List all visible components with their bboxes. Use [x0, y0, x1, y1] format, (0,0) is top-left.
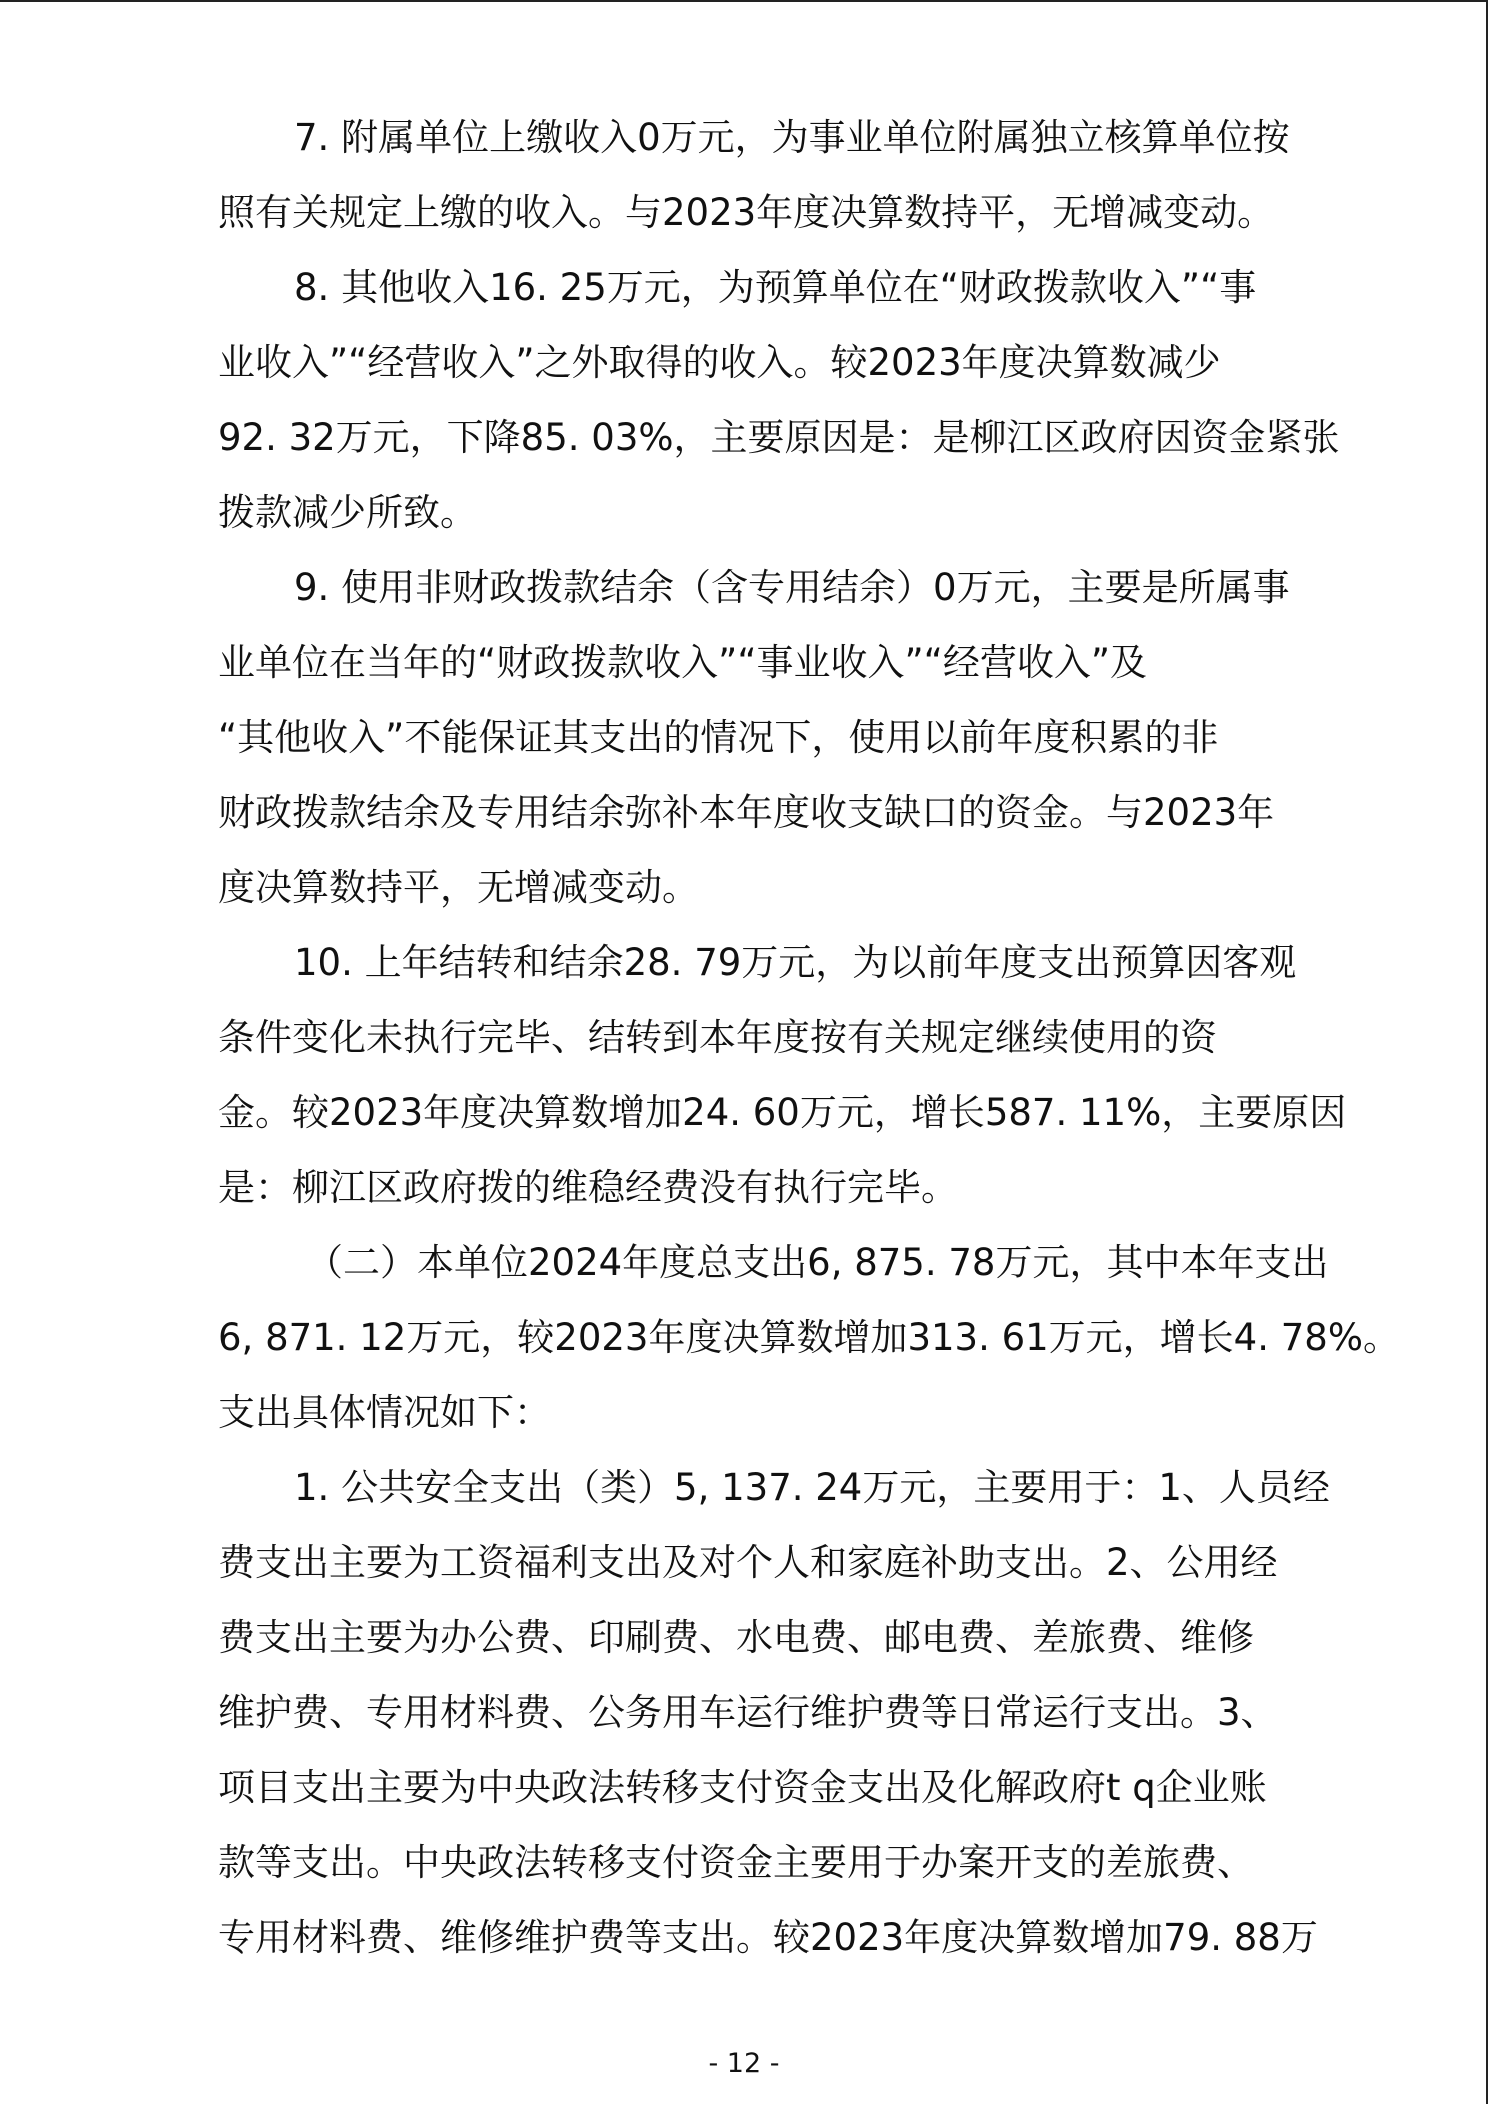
paragraph-line: 8. 其他收入16. 25万元，为预算单位在“财政拨款收入”“事: [294, 266, 1257, 309]
paragraph-line: 是：柳江区政府拨的维稳经费没有执行完毕。: [218, 1166, 958, 1209]
paragraph-line: 项目支出主要为中央政法转移支付资金支出及化解政府t q企业账: [218, 1766, 1267, 1809]
document-body: [218, 100, 1400, 1975]
page-number: - 12 -: [708, 2048, 780, 2079]
paragraph-item-7: [218, 100, 1288, 250]
paragraph-expense-1: [218, 1450, 1330, 1975]
paragraph-line: 费支出主要为办公费、印刷费、水电费、邮电费、差旅费、维修: [218, 1616, 1254, 1659]
paragraph-line: 照有关规定上缴的收入。与2023年度决算数持平，无增减变动。: [218, 191, 1275, 234]
paragraph-line: 专用材料费、维修维护费等支出。较2023年度决算数增加79. 88万: [218, 1916, 1318, 1959]
paragraph-line: 92. 32万元，下降85. 03%，主要原因是：是柳江区政府因资金紧张: [218, 416, 1340, 459]
paragraph-line: 条件变化未执行完毕、结转到本年度按有关规定继续使用的资: [218, 1016, 1217, 1059]
paragraph-line: 费支出主要为工资福利支出及对个人和家庭补助支出。2、公用经: [218, 1541, 1278, 1584]
paragraph-item-8: [218, 250, 1340, 550]
paragraph-line: 财政拨款结余及专用结余弥补本年度收支缺口的资金。与2023年: [218, 791, 1275, 834]
paragraph-item-10: [218, 925, 1347, 1225]
paragraph-section-2: [218, 1225, 1400, 1450]
paragraph-line: 金。较2023年度决算数增加24. 60万元，增长587. 11%，主要原因: [218, 1091, 1347, 1134]
paragraph-line: 业收入”“经营收入”之外取得的收入。较2023年度决算数减少: [218, 341, 1221, 384]
paragraph-line: 10. 上年结转和结余28. 79万元，为以前年度支出预算因客观: [294, 941, 1297, 984]
paragraph-item-9: [218, 550, 1288, 925]
paragraph-line: （二）本单位2024年度总支出6, 875. 78万元，其中本年支出: [306, 1241, 1329, 1284]
paragraph-line: “其他收入”不能保证其支出的情况下，使用以前年度积累的非: [218, 716, 1219, 759]
paragraph-line: 拨款减少所致。: [218, 491, 477, 534]
paragraph-line: 9. 使用非财政拨款结余（含专用结余）0万元，主要是所属事: [294, 566, 1290, 609]
paragraph-line: 7. 附属单位上缴收入0万元，为事业单位附属独立核算单位按: [294, 116, 1290, 159]
paragraph-line: 维护费、专用材料费、公务用车运行维护费等日常运行支出。3、: [218, 1691, 1278, 1734]
paragraph-line: 业单位在当年的“财政拨款收入”“事业收入”“经营收入”及: [218, 641, 1148, 684]
paragraph-line: 款等支出。中央政法转移支付资金主要用于办案开支的差旅费、: [218, 1841, 1254, 1884]
paragraph-line: 1. 公共安全支出（类）5, 137. 24万元，主要用于：1、人员经: [294, 1466, 1330, 1509]
paragraph-line: 6, 871. 12万元，较2023年度决算数增加313. 61万元，增长4. 78%。: [218, 1316, 1400, 1359]
paragraph-line: 度决算数持平，无增减变动。: [218, 866, 699, 909]
paragraph-line: 支出具体情况如下：: [218, 1391, 551, 1434]
